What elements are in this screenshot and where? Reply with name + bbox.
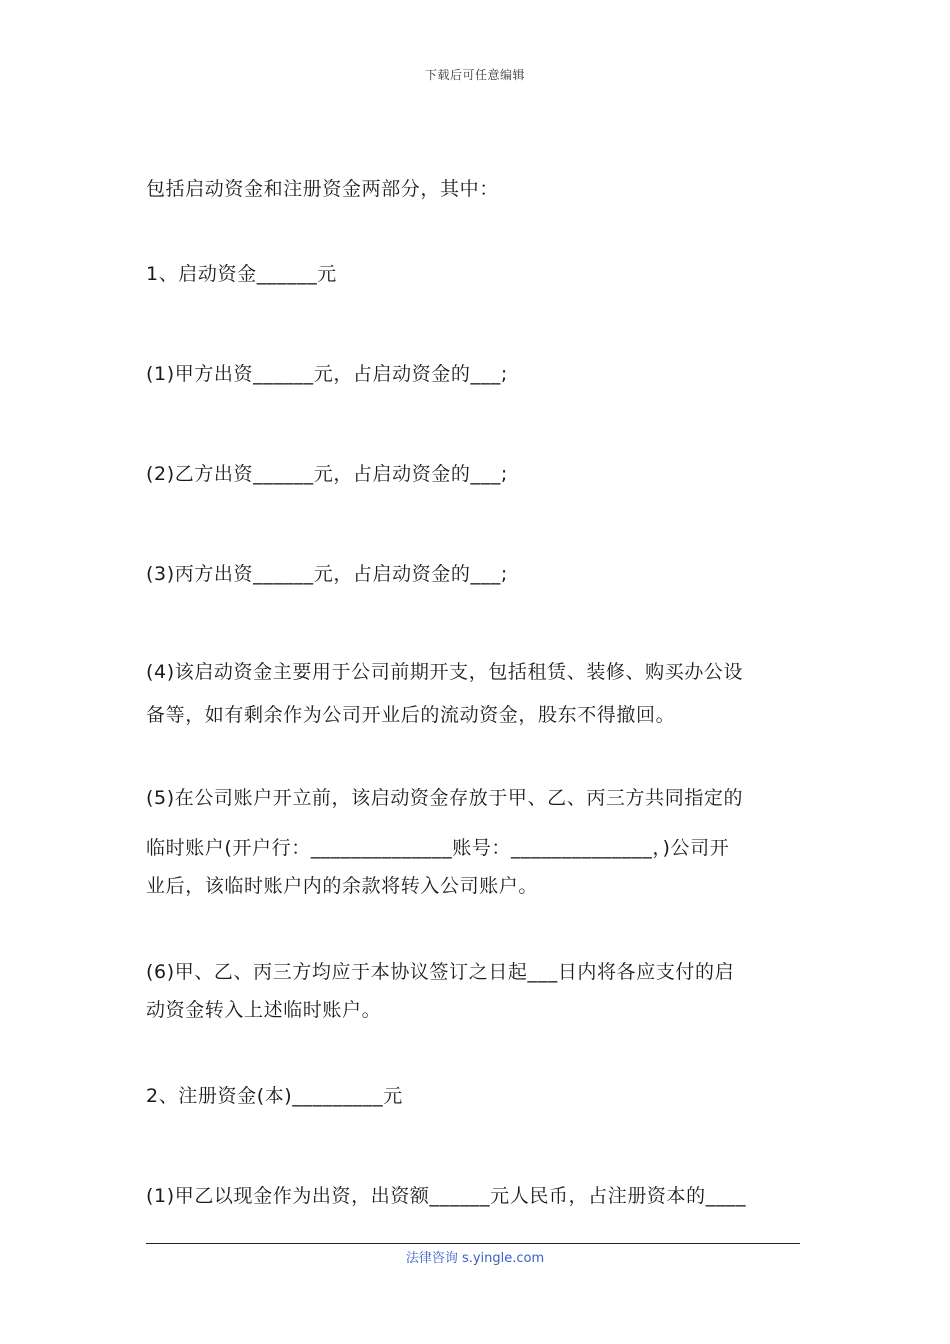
footer-divider xyxy=(146,1243,800,1244)
item-6-line-1: (6)甲、乙、丙三方均应于本协议签订之日起___日内将各应支付的启 xyxy=(146,961,735,983)
item-5-line-2: 临时账户(开户行：______________账号：______________，)公司开 xyxy=(146,837,730,859)
item-registered-cash-contribution: (1)甲乙以现金作为出资，出资额______元人民币，占注册资本的____ xyxy=(146,1185,747,1207)
item-4-line-2: 备等，如有剩余作为公司开业后的流动资金，股东不得撤回。 xyxy=(146,704,676,726)
item-party-b-contribution: (2)乙方出资______元，占启动资金的___; xyxy=(146,463,508,485)
item-5-line-1: (5)在公司账户开立前，该启动资金存放于甲、乙、丙三方共同指定的 xyxy=(146,787,744,809)
item-registered-capital: 2、注册资金(本)_________元 xyxy=(146,1085,403,1107)
item-4-line-1: (4)该启动资金主要用于公司前期开支，包括租赁、装修、购买办公设 xyxy=(146,661,744,683)
item-party-c-contribution: (3)丙方出资______元，占启动资金的___; xyxy=(146,563,508,585)
footer-link[interactable]: 法律咨询 s.yingle.com xyxy=(405,1251,545,1266)
header-note: 下载后可任意编辑 xyxy=(424,68,525,82)
item-6-line-2: 动资金转入上述临时账户。 xyxy=(146,999,382,1021)
item-startup-capital: 1、启动资金______元 xyxy=(146,263,337,285)
paragraph-intro: 包括启动资金和注册资金两部分，其中： xyxy=(146,178,499,200)
item-5-line-3: 业后，该临时账户内的余款将转入公司账户。 xyxy=(146,875,539,897)
item-party-a-contribution: (1)甲方出资______元，占启动资金的___; xyxy=(146,363,508,385)
